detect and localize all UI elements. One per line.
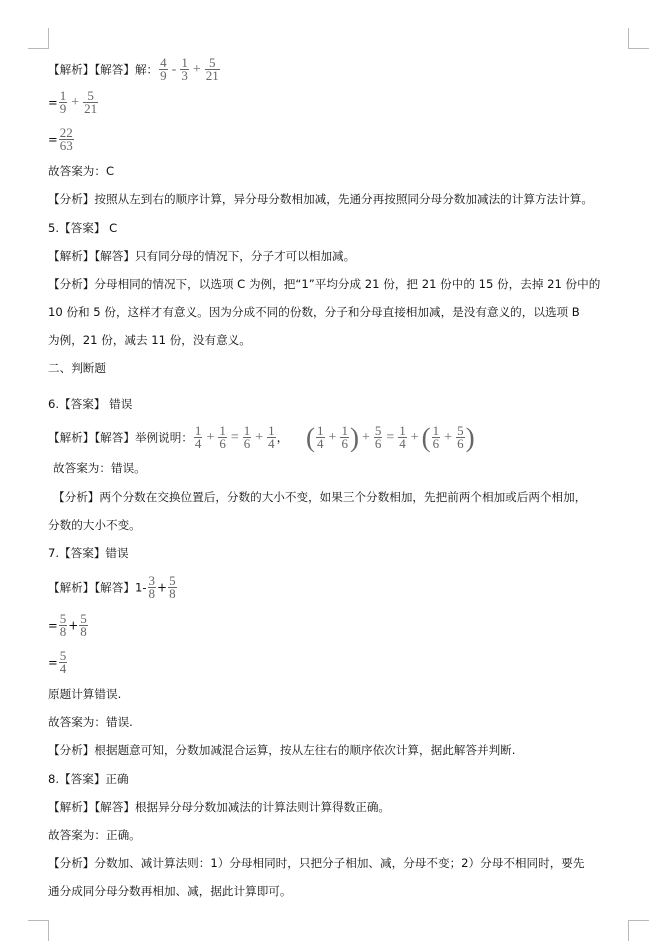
analysis-text: 【分析】两个分数在交换位置后，分数的大小不变，如果三个分数相加，先把前两个相加或后两个相加， [53,490,587,504]
plus-sign: + [206,429,215,445]
fraction: $\frac{5}{6}$ [374,423,382,451]
fraction: $\frac{3}{8}$ [148,573,156,601]
fraction: $\frac{1}{6}$ [243,423,251,451]
analysis-text: 【分析】按照从左到右的顺序计算，异分母分数相加减，先通分再按照同分母分数加减法的计算方法计算。 [48,192,593,206]
analysis-line-q7 [48,575,178,600]
page-corner-mark-top-right [628,28,649,49]
fraction: $\frac{4}{9}$ [160,55,167,83]
fraction: $\frac{1}{4}$ [317,423,324,451]
right-paren: ) [349,422,359,453]
plus-sign: + [410,429,419,445]
answer-line: 故答案为：错误。 [53,461,146,475]
analysis-line-q4 [48,57,221,82]
analysis-text: 【分析】分母相同的情况下，以选项 C 为例，把“1”平均分成 21 份，把 21 份中的 15 份，去掉 21 份中的 [48,277,601,291]
plus-sign: + [328,429,337,445]
analysis-text: 【分析】分数加、减计算法则：1）分母相同时，只把分子相加、减，分母不变；2）分母不相同时，要先 [48,856,585,870]
fraction: $\frac{5}{8}$ [169,573,176,601]
fraction: $\frac{22}{63}$ [59,125,73,153]
analysis-label: 【解析】【解答】举例说明： [48,430,193,445]
analysis-text: 【解析】【解答】只有同分母的情况下，分子才可以相加减。 [48,249,356,263]
page-corner-mark-top-left [28,28,49,49]
analysis-label: 【解析】【解答】1- [48,580,147,595]
question-answer-heading: 7.【答案】错误 [48,546,129,560]
equals-sign: = [230,429,239,445]
answer-line: 故答案为：正确。 [48,828,141,842]
comma: ， [276,430,289,445]
section-heading: 二、判断题 [48,361,106,375]
fraction: $\frac{1}{6}$ [432,423,440,451]
fraction: $\frac{1}{4}$ [399,423,406,451]
plus-sign: + [444,429,453,445]
step-line [48,650,68,675]
equals-sign: = [48,132,58,147]
equals-sign: = [48,95,58,110]
question-answer-heading: 6.【答案】 错误 [48,397,133,411]
plus-sign: + [157,580,168,595]
minus-sign: - [171,61,177,77]
page-corner-mark-bottom-right [628,920,649,941]
fraction: $\frac{1}{9}$ [59,88,67,116]
answer-line: 故答案为：C [48,164,115,178]
conclusion-text: 原题计算错误. [48,687,122,701]
analysis-label: 【解析】【解答】解： [48,62,159,77]
plus-sign: + [68,618,79,633]
fraction: $\frac{5}{8}$ [80,611,87,639]
plus-sign: + [361,429,370,445]
question-answer-heading: 8.【答案】正确 [48,772,129,786]
analysis-text: 【解析】【解答】根据异分母分数加减法的计算法则计算得数正确。 [48,800,391,814]
analysis-text: 为例，21 份，减去 11 份，没有意义。 [48,333,251,347]
analysis-text: 10 份和 5 份，这样才有意义。因为分成不同的份数，分子和分母直接相加减，是没有意义的，以选项 B [48,305,580,319]
equals-sign: = [48,618,58,633]
left-paren: ( [421,422,431,453]
fraction: $\frac{5}{6}$ [457,423,464,451]
fraction: $\frac{1}{6}$ [219,423,226,451]
fraction: $\frac{1}{3}$ [181,55,188,83]
example-equations [48,422,475,453]
analysis-text: 【分析】根据题意可知，分数加减混合运算，按从左往右的顺序依次计算，据此解答并判断. [48,743,516,757]
right-paren: ) [465,422,475,453]
step-line [48,127,75,152]
plus-sign: + [255,429,264,445]
fraction: $\frac{5}{21}$ [84,88,98,116]
equals-sign: = [386,429,395,445]
plus-sign: + [71,94,80,110]
step-line [48,613,89,638]
analysis-text: 分数的大小不变。 [48,518,141,532]
fraction: $\frac{1}{4}$ [194,423,202,451]
analysis-text: 通分成同分母分数再相加、减，据此计算即可。 [48,884,292,898]
left-paren: ( [306,422,316,453]
fraction: $\frac{1}{4}$ [268,423,275,451]
plus-sign: + [192,61,201,77]
question-answer-heading: 5.【答案】 C [48,221,118,235]
fraction: $\frac{5}{21}$ [205,55,219,83]
fraction: $\frac{1}{6}$ [341,423,348,451]
fraction: $\frac{5}{8}$ [59,611,67,639]
equals-sign: = [48,655,58,670]
page-corner-mark-bottom-left [28,920,49,941]
fraction: $\frac{5}{4}$ [59,648,67,676]
step-line [48,90,99,115]
answer-line: 故答案为：错误. [48,715,133,729]
